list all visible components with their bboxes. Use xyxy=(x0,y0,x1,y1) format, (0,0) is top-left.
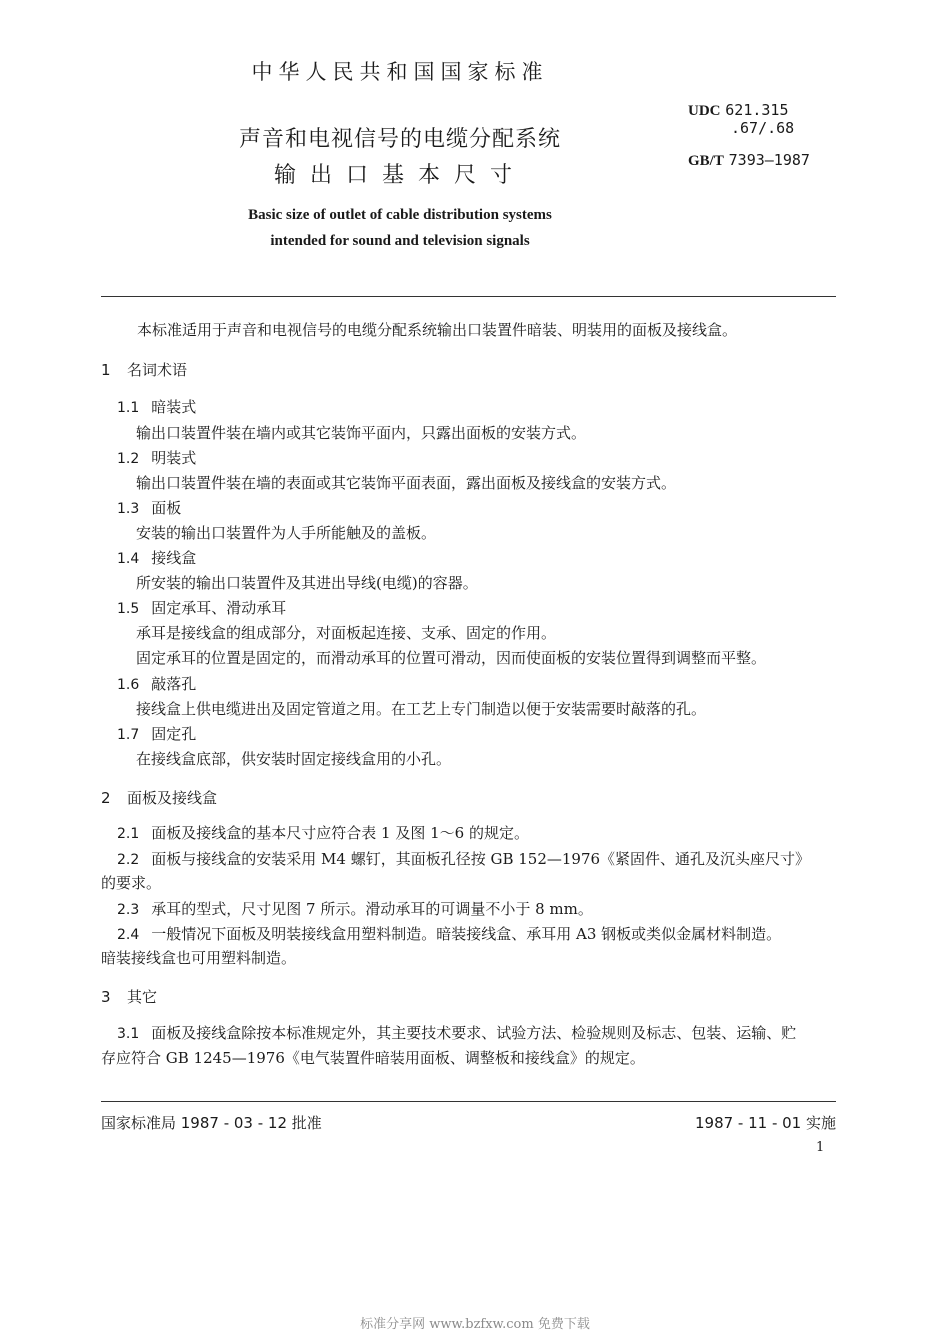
standard-header: 中华人民共和国国家标准 xyxy=(251,60,549,84)
header-divider xyxy=(101,296,836,297)
clause-3-1-cont: 存应符合 GB 1245—1976《电气装置件暗装用面板、调整板和接线盒》的规定。 xyxy=(101,1049,645,1067)
clause-1-1-text: 输出口装置件装在墙内或其它装饰平面内，只露出面板的安装方式。 xyxy=(136,424,587,442)
clause-1-7: 1.7 固定孔 xyxy=(117,725,197,743)
section-title: 名词术语 xyxy=(127,361,188,379)
section-number: 2 xyxy=(101,789,111,807)
udc-code xyxy=(688,101,789,120)
approval-date: 国家标准局 1987 - 03 - 12 批准 xyxy=(101,1114,322,1132)
clause-1-3: 1.3 面板 xyxy=(117,499,182,517)
udc-value-line1: 621.315 xyxy=(725,101,789,119)
gbt-code xyxy=(688,151,810,170)
clause-1-6: 1.6 敲落孔 xyxy=(117,675,197,693)
gbt-label: GB/T xyxy=(688,153,724,169)
document-title-zh-line1: 声音和电视信号的电缆分配系统 xyxy=(238,127,561,152)
document-title-en-line2: intended for sound and television signals xyxy=(270,233,530,249)
clause-1-7-text: 在接线盒底部，供安装时固定接线盒用的小孔。 xyxy=(136,750,452,768)
document-title-en-line1: Basic size of outlet of cable distribution systems xyxy=(248,207,552,223)
watermark: 标准分享网 www.bzfxw.com 免费下载 xyxy=(360,1317,590,1332)
clause-2-1: 2.1 面板及接线盒的基本尺寸应符合表 1 及图 1～6 的规定。 xyxy=(117,824,529,842)
section-number: 1 xyxy=(101,361,111,379)
clause-2-3: 2.3 承耳的型式，尺寸见图 7 所示。滑动承耳的可调量不小于 8 mm。 xyxy=(117,900,593,918)
clause-1-5: 1.5 固定承耳、滑动承耳 xyxy=(117,599,287,617)
clause-1-6-text: 接线盒上供电缆进出及固定管道之用。在工艺上专门制造以便于安装需要时敲落的孔。 xyxy=(136,700,707,718)
section-title: 其它 xyxy=(127,988,158,1006)
effective-date: 1987 - 11 - 01 实施 xyxy=(694,1114,836,1132)
clause-3-1: 3.1 面板及接线盒除按本标准规定外，其主要技术要求、试验方法、检验规则及标志、包装、运输、贮 xyxy=(117,1024,797,1042)
intro-paragraph: 本标准适用于声音和电视信号的电缆分配系统输出口装置件暗装、明装用的面板及接线盒。 xyxy=(137,321,738,339)
footer-divider xyxy=(101,1101,836,1102)
section-title: 面板及接线盒 xyxy=(127,789,218,807)
clause-2-4-cont: 暗装接线盒也可用塑料制造。 xyxy=(101,949,297,967)
clause-1-2: 1.2 明装式 xyxy=(117,449,197,467)
clause-1-5-text-2: 固定承耳的位置是固定的，而滑动承耳的位置可滑动，因而使面板的安装位置得到调整而平整。 xyxy=(136,649,767,667)
document-title-zh-line2: 输出口基本尺寸 xyxy=(273,163,526,188)
section-2-heading xyxy=(101,786,836,811)
clause-1-3-text: 安装的输出口装置件为人手所能触及的盖板。 xyxy=(136,524,437,542)
clause-2-2: 2.2 面板与接线盒的安装采用 M4 螺钉，其面板孔径按 GB 152—1976《紧固件、通孔及沉头座尺寸》 xyxy=(117,850,811,868)
clause-1-4-text: 所安装的输出口装置件及其进出导线(电缆)的容器。 xyxy=(136,574,478,592)
clause-2-2-cont: 的要求。 xyxy=(101,874,162,892)
section-1-heading xyxy=(101,358,836,383)
clause-2-4: 2.4 一般情况下面板及明装接线盒用塑料制造。暗装接线盒、承耳用 A3 钢板或类似金属材料制造。 xyxy=(117,925,782,943)
udc-value-line2: .67/.68 xyxy=(731,119,795,137)
clause-1-4: 1.4 接线盒 xyxy=(117,549,197,567)
section-number: 3 xyxy=(101,988,111,1006)
section-3-heading xyxy=(101,985,836,1010)
clause-1-5-text: 承耳是接线盒的组成部分，对面板起连接、支承、固定的作用。 xyxy=(136,624,557,642)
page-number: 1 xyxy=(816,1140,825,1155)
gbt-value: 7393—1987 xyxy=(728,151,810,169)
udc-label: UDC xyxy=(688,103,721,119)
clause-1-2-text: 输出口装置件装在墙的表面或其它装饰平面表面，露出面板及接线盒的安装方式。 xyxy=(136,474,677,492)
clause-1-1: 1.1 暗装式 xyxy=(117,398,197,416)
